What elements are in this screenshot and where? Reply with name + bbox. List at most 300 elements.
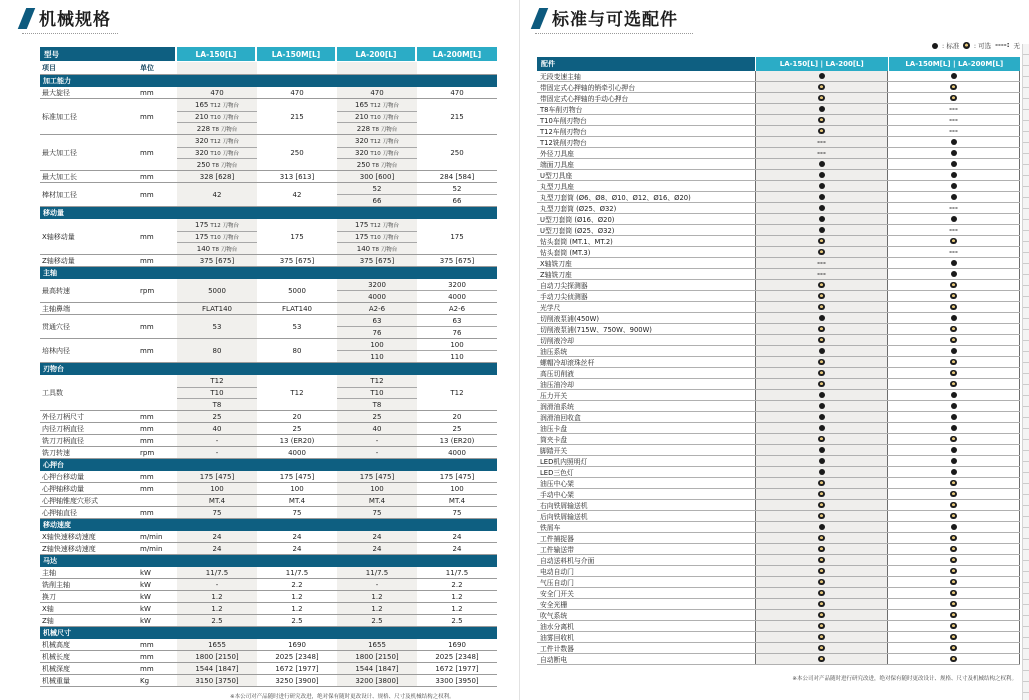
spec-value: 328 [628] <box>199 172 235 181</box>
spec-value-cell <box>257 591 337 602</box>
accessory-row <box>537 654 1020 665</box>
spec-value: 20 <box>452 412 462 421</box>
optional-marker-icon <box>950 381 957 388</box>
spec-value: 42 <box>212 190 222 199</box>
page-divider <box>519 0 520 700</box>
spec-value: 100 <box>450 484 464 493</box>
spec-row <box>40 471 497 483</box>
spec-value-cell <box>337 447 417 458</box>
spec-value-cell <box>337 531 417 542</box>
accessories-table-body <box>537 71 1020 665</box>
spec-value-cell <box>257 567 337 578</box>
availability-cell <box>887 225 1020 235</box>
availability-cell <box>887 511 1020 521</box>
spec-value-cell <box>177 375 257 410</box>
availability-cell <box>887 643 1020 653</box>
accessory-row <box>537 313 1020 324</box>
accessory-header-label: 配件 <box>537 57 755 71</box>
accessories-table-header <box>537 57 1020 71</box>
spec-value: 140 T8 刀物台 <box>177 242 257 254</box>
spec-value: 4000 <box>417 290 497 302</box>
spec-value: 3200 [3800] <box>355 676 399 685</box>
spec-value: 320 T10 刀物台 <box>337 147 417 159</box>
left-footnote: ※本公司对产品随时进行研究改进，绝对保有随时更改设计、规格、尺寸及机械结构之权利。 <box>230 694 455 700</box>
optional-marker-icon <box>950 304 957 311</box>
spec-value: 100 <box>290 484 304 493</box>
standard-marker-icon <box>951 194 957 200</box>
column-header-model-3: LA-200[L] <box>337 47 415 61</box>
availability-cell <box>887 313 1020 323</box>
item-header-label: 项目 <box>42 64 56 72</box>
spec-value-cell <box>337 303 417 314</box>
spec-value-cell <box>177 339 257 362</box>
spec-value: 2.5 <box>451 616 463 625</box>
spec-value: 66 <box>337 194 417 206</box>
spec-value: 375 [675] <box>199 256 235 265</box>
spec-row <box>40 579 497 591</box>
none-marker: --- <box>949 104 958 113</box>
spec-value: T10 <box>177 387 257 399</box>
availability-cell <box>887 126 1020 136</box>
standard-marker-icon <box>819 315 825 321</box>
accessory-label: 手动刀尖侦测器 <box>540 293 588 301</box>
spec-value: 2.5 <box>211 616 223 625</box>
spec-value: 284 [584] <box>439 172 475 181</box>
accessory-label: 螺帽冷却滚珠丝杆 <box>540 359 595 367</box>
spec-value: 24 <box>372 544 382 553</box>
accessory-row <box>537 522 1020 533</box>
spec-value: 165 T12 刀物台 <box>355 100 399 109</box>
standard-marker-icon <box>819 348 825 354</box>
standard-marker-icon <box>951 216 957 222</box>
spec-value: 63 <box>452 316 462 325</box>
availability-cell <box>755 467 887 477</box>
accessory-row <box>537 291 1020 302</box>
accessory-row <box>537 643 1020 654</box>
optional-marker-icon <box>950 601 957 608</box>
spec-row-unit: m/min <box>140 532 163 541</box>
spec-value-cell <box>337 219 417 254</box>
optional-marker-icon <box>818 337 825 344</box>
spec-value: 1.2 <box>451 604 463 613</box>
spec-row-label: 铣削主轴 <box>42 580 70 589</box>
spec-value-cell <box>177 615 257 626</box>
availability-cell <box>755 544 887 554</box>
availability-cell <box>887 434 1020 444</box>
spec-value: 110 <box>337 350 417 362</box>
spec-value-cell <box>257 375 337 410</box>
spec-value: - <box>375 448 379 457</box>
standard-marker-icon <box>951 414 957 420</box>
spec-row-unit: mm <box>140 640 154 649</box>
availability-cell <box>755 82 887 92</box>
spec-value-cell <box>177 219 257 254</box>
none-marker: --- <box>949 247 958 256</box>
accessory-label: X轴铣刀座 <box>540 260 572 268</box>
spec-value-cell <box>257 339 337 362</box>
spec-value: 1800 [2150] <box>355 652 399 661</box>
spec-value-cell <box>177 171 257 182</box>
availability-cell <box>887 390 1020 400</box>
availability-cell <box>755 522 887 532</box>
optional-marker-icon <box>950 491 957 498</box>
accessory-row <box>537 203 1020 214</box>
availability-cell <box>755 654 887 664</box>
availability-cell <box>887 137 1020 147</box>
availability-cell <box>887 632 1020 642</box>
spec-value-cell <box>417 543 497 554</box>
spec-value-cell <box>177 183 257 206</box>
availability-cell <box>887 423 1020 433</box>
optional-marker-icon <box>950 84 957 91</box>
accessory-row <box>537 357 1020 368</box>
spec-value-cell <box>337 579 417 590</box>
optional-marker-icon <box>950 656 957 663</box>
spec-value-cell <box>257 171 337 182</box>
availability-cell <box>887 104 1020 114</box>
spec-value-cell <box>257 183 337 206</box>
spec-value: 5000 <box>208 286 226 295</box>
spec-row <box>40 567 497 579</box>
availability-cell <box>755 643 887 653</box>
accessory-label: 油压系统 <box>540 348 568 356</box>
spec-value-cell <box>337 87 417 98</box>
spec-row-unit: mm <box>140 436 154 445</box>
spec-value: - <box>375 436 379 445</box>
spec-row <box>40 639 497 651</box>
spec-value-cell <box>417 531 497 542</box>
spec-value: 42 <box>292 190 302 199</box>
availability-cell <box>887 181 1020 191</box>
standard-marker-icon <box>951 524 957 530</box>
availability-cell <box>755 181 887 191</box>
accessory-row <box>537 137 1020 148</box>
accessory-row <box>537 401 1020 412</box>
spec-value: 76 <box>417 326 497 338</box>
spec-row-label: 心押轴直径 <box>42 508 77 517</box>
availability-cell <box>755 280 887 290</box>
standard-marker-icon <box>951 348 957 354</box>
spec-value-cell <box>257 639 337 650</box>
accessory-label: 润滑油回收盒 <box>540 414 581 422</box>
spec-row-unit: mm <box>140 190 154 199</box>
optional-marker-icon <box>950 590 957 597</box>
availability-cell <box>755 269 887 279</box>
standard-marker-icon <box>951 315 957 321</box>
availability-cell <box>887 522 1020 532</box>
spec-row-unit: mm <box>140 484 154 493</box>
spec-value: 11/7.5 <box>445 568 469 577</box>
section-header: 移动速度 <box>40 519 497 531</box>
spec-value: 313 [613] <box>279 172 315 181</box>
spec-value-cell <box>257 663 337 674</box>
spec-value-cell <box>337 339 417 362</box>
spec-row-label: 主轴 <box>42 568 56 577</box>
standard-marker-icon <box>951 392 957 398</box>
section-header: 心押台 <box>40 459 497 471</box>
spec-value-cell <box>337 99 417 134</box>
spec-value-cell <box>337 255 417 266</box>
spec-value-cell <box>257 99 337 134</box>
accessory-label: 油水分离机 <box>540 623 574 631</box>
accessory-label: 带固定式心押轴的手动心押台 <box>540 95 629 103</box>
optional-marker-icon <box>818 95 825 102</box>
spec-row-unit: mm <box>140 664 154 673</box>
spec-row-label: 心押轴移动量 <box>42 484 84 493</box>
optional-marker-icon <box>818 623 825 630</box>
optional-marker-icon <box>950 568 957 575</box>
spec-value: 375 [675] <box>439 256 475 265</box>
accessory-label: 自动送料机与介面 <box>540 557 595 565</box>
accessory-label: LED三色灯 <box>540 469 574 477</box>
spec-value: 300 [600] <box>359 172 395 181</box>
spec-row <box>40 543 497 555</box>
spec-value-cell <box>257 435 337 446</box>
optional-marker-icon <box>950 623 957 630</box>
spec-value: 4000 <box>288 448 306 457</box>
spec-value-cell <box>417 339 497 362</box>
spec-row-label: Z轴移动量 <box>42 256 75 265</box>
availability-cell <box>755 632 887 642</box>
spec-value: 320 T10 刀物台 <box>177 147 257 159</box>
spec-value: 175 <box>450 232 464 241</box>
model-header-label: 型号 <box>40 47 175 61</box>
availability-cell <box>755 236 887 246</box>
spec-value: 2.2 <box>451 580 463 589</box>
spec-value: 175 [475] <box>199 472 235 481</box>
spec-row-label: 最高转速 <box>42 286 70 295</box>
spec-value: T12 <box>450 388 464 397</box>
accessory-label: 右向铁屑输送机 <box>540 502 588 510</box>
spec-value-cell <box>417 663 497 674</box>
availability-cell <box>755 137 887 147</box>
spec-row <box>40 219 497 255</box>
availability-cell <box>887 401 1020 411</box>
spec-value-cell <box>177 483 257 494</box>
spec-value: 175 [475] <box>279 472 315 481</box>
spec-value-cell <box>177 531 257 542</box>
optional-marker-icon <box>818 293 825 300</box>
spec-value: 175 [475] <box>359 472 395 481</box>
availability-cell <box>887 258 1020 268</box>
spec-value-cell <box>417 483 497 494</box>
availability-cell <box>887 82 1020 92</box>
spec-value-cell <box>257 255 337 266</box>
spec-value-cell <box>417 675 497 686</box>
spec-value-cell <box>177 135 257 170</box>
spec-row-unit: mm <box>140 346 154 355</box>
spec-row-unit: mm <box>140 652 154 661</box>
spec-row-unit: mm <box>140 472 154 481</box>
availability-cell <box>755 478 887 488</box>
accessory-label: 丸型刀具座 <box>540 183 574 191</box>
spec-value: T12 <box>290 388 304 397</box>
accessory-label: 安全门开关 <box>540 590 574 598</box>
availability-cell <box>755 456 887 466</box>
spec-value: 53 <box>212 322 222 331</box>
availability-cell <box>755 555 887 565</box>
spec-value: 63 <box>372 316 382 325</box>
spec-row-unit: mm <box>140 424 154 433</box>
spec-value: 75 <box>292 508 302 517</box>
spec-row-unit <box>140 303 177 314</box>
optional-marker-icon <box>950 535 957 542</box>
availability-cell <box>755 93 887 103</box>
spec-value: - <box>215 436 219 445</box>
spec-value-cell <box>257 135 337 170</box>
section-header: 刃物台 <box>40 363 497 375</box>
accessory-row <box>537 511 1020 522</box>
availability-cell <box>755 434 887 444</box>
spec-row-unit <box>140 375 177 410</box>
spec-value: T8 <box>337 398 417 410</box>
spec-value: 25 <box>372 412 382 421</box>
accessory-row <box>537 555 1020 566</box>
spec-value-cell <box>337 411 417 422</box>
spec-value: 24 <box>372 532 382 541</box>
spec-value: A2-6 <box>448 304 466 313</box>
optional-marker-icon <box>950 326 957 333</box>
optional-marker-icon <box>818 535 825 542</box>
availability-cell <box>887 291 1020 301</box>
spec-row-label: 最大加工长 <box>42 172 77 181</box>
spec-value: 1.2 <box>291 592 303 601</box>
spec-value-cell <box>177 507 257 518</box>
optional-marker-icon <box>950 436 957 443</box>
accessory-row <box>537 577 1020 588</box>
section-header: 移动量 <box>40 207 497 219</box>
availability-cell <box>755 71 887 81</box>
accessory-label: 无段变速主轴 <box>540 73 581 81</box>
spec-value: 1544 [1847] <box>195 664 239 673</box>
spec-value: 11/7.5 <box>205 568 229 577</box>
spec-value-cell <box>337 567 417 578</box>
spec-row <box>40 591 497 603</box>
spec-row-label: 棒材加工径 <box>42 190 77 199</box>
none-marker: --- <box>817 269 826 278</box>
spec-value: 80 <box>212 346 222 355</box>
accessory-label: U型刀套筒 (Ø25、Ø32) <box>540 227 615 235</box>
spec-row-label: 机械长度 <box>42 652 70 661</box>
optional-marker-icon <box>818 480 825 487</box>
spec-value-cell <box>177 591 257 602</box>
availability-cell <box>755 401 887 411</box>
availability-cell <box>887 71 1020 81</box>
spec-value: 24 <box>452 532 462 541</box>
spec-table <box>40 47 497 687</box>
availability-cell <box>755 214 887 224</box>
none-marker: --- <box>817 137 826 146</box>
spec-value: FLAT140 <box>202 304 232 313</box>
standard-marker-icon <box>819 469 825 475</box>
spec-value: 100 <box>450 340 464 349</box>
spec-table-subheader <box>40 62 497 75</box>
availability-cell <box>887 214 1020 224</box>
accessory-label: 工件输送带 <box>540 546 574 554</box>
spec-row-unit: kW <box>140 616 151 625</box>
spec-row <box>40 615 497 627</box>
accessory-label: 丸型刀套筒 (Ø25、Ø32) <box>540 205 617 213</box>
spec-value-cell <box>177 663 257 674</box>
right-footnote: ※本公司对产品随时进行研究改进，绝对保有随时更改设计、规格、尺寸及机械结构之权利。 <box>792 676 1017 682</box>
optional-marker-icon <box>950 370 957 377</box>
spec-value: 75 <box>372 508 382 517</box>
optional-marker-icon <box>818 557 825 564</box>
spec-row-unit: mm <box>140 256 154 265</box>
spec-value: 4000 <box>448 448 466 457</box>
spec-value: 100 <box>370 340 384 349</box>
accessory-row <box>537 324 1020 335</box>
section-header: 加工能力 <box>40 75 497 87</box>
standard-marker-icon <box>951 73 957 79</box>
spec-value-cell <box>337 675 417 686</box>
accessory-row <box>537 115 1020 126</box>
optional-marker-icon <box>950 612 957 619</box>
accessory-label: 油压卡盘 <box>540 425 568 433</box>
spec-value: 24 <box>452 544 462 553</box>
spec-value-cell <box>337 507 417 518</box>
none-marker: --- <box>949 126 958 135</box>
standard-marker-icon <box>951 172 957 178</box>
optional-marker-icon <box>818 645 825 652</box>
spec-value-cell <box>417 279 497 302</box>
availability-cell <box>887 159 1020 169</box>
spec-value-cell <box>177 567 257 578</box>
spec-row <box>40 447 497 459</box>
spec-row-unit: mm <box>140 112 154 121</box>
column-header-group-2: LA-150M[L] | LA-200M[L] <box>888 57 1021 71</box>
availability-cell <box>755 148 887 158</box>
availability-cell <box>755 423 887 433</box>
accessory-label: 切削液泵浦(450W) <box>540 315 599 323</box>
accessory-label: 脚踏开关 <box>540 447 568 455</box>
spec-row-label: 机械高度 <box>42 640 70 649</box>
spec-value: 3250 [3900] <box>275 676 319 685</box>
spec-value: 40 <box>212 424 222 433</box>
availability-cell <box>755 192 887 202</box>
spec-value: 5000 <box>288 286 306 295</box>
spec-value: 25 <box>212 412 222 421</box>
spec-row-label: Z轴 <box>42 616 54 625</box>
optional-marker-icon <box>818 84 825 91</box>
accessory-label: 高压切削液 <box>540 370 574 378</box>
spec-row-label: 最大旋径 <box>42 88 70 97</box>
spec-value-cell <box>177 495 257 506</box>
standard-marker-icon <box>819 172 825 178</box>
availability-cell <box>755 324 887 334</box>
accessory-row <box>537 192 1020 203</box>
availability-cell <box>887 368 1020 378</box>
standard-marker-icon <box>951 403 957 409</box>
availability-cell <box>755 357 887 367</box>
availability-cell <box>755 258 887 268</box>
spec-value-cell <box>177 675 257 686</box>
availability-cell <box>755 126 887 136</box>
standard-marker-icon <box>819 425 825 431</box>
legend-none-label: 无 <box>1013 42 1020 50</box>
optional-marker-icon <box>818 304 825 311</box>
availability-cell <box>887 236 1020 246</box>
availability-cell <box>755 412 887 422</box>
spec-row-unit: mm <box>140 232 154 241</box>
availability-cell <box>755 104 887 114</box>
accessory-row <box>537 368 1020 379</box>
spec-value-cell <box>177 579 257 590</box>
accessory-label: 外径刀具座 <box>540 150 574 158</box>
spec-value: 76 <box>337 326 417 338</box>
spec-value-cell <box>337 615 417 626</box>
availability-cell <box>755 500 887 510</box>
